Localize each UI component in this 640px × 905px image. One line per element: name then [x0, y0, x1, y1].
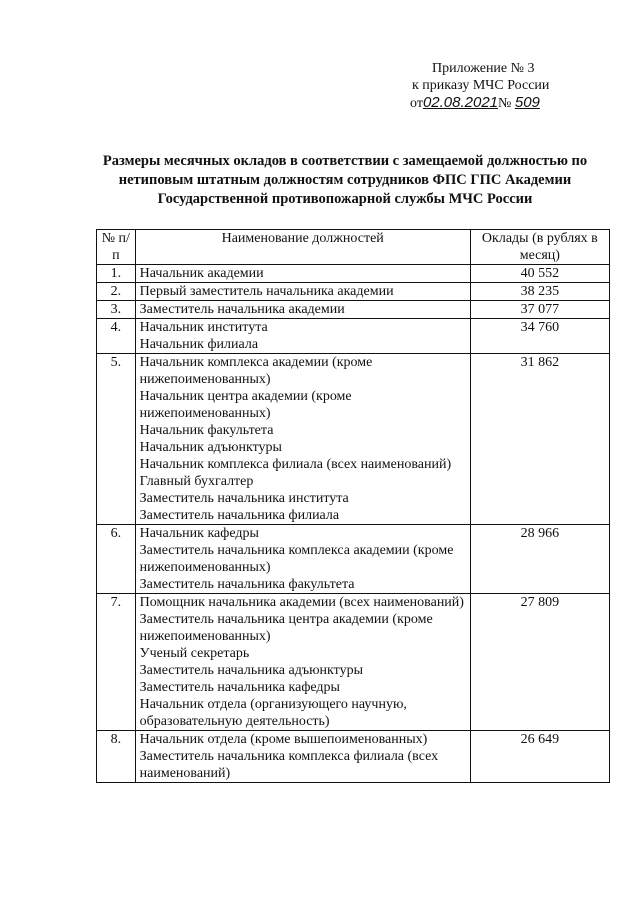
position-name: Начальник комплекса филиала (всех наименований)	[139, 457, 452, 472]
salary-value: 28 966	[470, 525, 609, 594]
salary-value: 37 077	[470, 301, 609, 319]
position-name: Заместитель начальника института	[139, 491, 349, 506]
position-cell	[135, 283, 470, 301]
salary-value: 38 235	[470, 283, 609, 301]
row-number: 1.	[97, 265, 136, 283]
position-cell	[135, 301, 470, 319]
position-name: Начальник центра академии (кроме нижепоименованных)	[139, 389, 352, 421]
position-name: Начальник отдела (кроме вышепоименованных)	[139, 732, 428, 747]
table-row	[97, 265, 610, 283]
salary-value: 31 862	[470, 354, 609, 525]
table-row	[97, 525, 610, 594]
salary-value: 26 649	[470, 731, 609, 783]
position-name: Начальник академии	[139, 266, 264, 281]
position-name: Главный бухгалтер	[139, 474, 254, 489]
table-row	[97, 319, 610, 354]
position-cell	[135, 319, 470, 354]
row-number: 4.	[97, 319, 136, 354]
salary-value: 27 809	[470, 594, 609, 731]
table-row	[97, 731, 610, 783]
table-header-row	[97, 230, 610, 265]
date-prefix: от	[410, 96, 423, 111]
row-number: 6.	[97, 525, 136, 594]
row-number: 5.	[97, 354, 136, 525]
position-cell	[135, 265, 470, 283]
position-cell	[135, 731, 470, 783]
position-name: Заместитель начальника академии	[139, 302, 345, 317]
salary-table	[96, 229, 610, 783]
position-name: Начальник комплекса академии (кроме нижепоименованных)	[139, 355, 373, 387]
header-position: Наименование должностей	[135, 230, 470, 265]
position-name: Заместитель начальника комплекса филиала (всех наименований)	[139, 749, 439, 781]
salary-value: 40 552	[470, 265, 609, 283]
position-name: Заместитель начальника филиала	[139, 508, 340, 523]
header-salary: Оклады (в рублях в месяц)	[470, 230, 609, 265]
table-body	[97, 265, 610, 783]
position-name: Начальник института	[139, 320, 268, 335]
row-number: 2.	[97, 283, 136, 301]
position-name: Начальник кафедры	[139, 526, 259, 541]
position-name: Начальник филиала	[139, 337, 259, 352]
row-number: 3.	[97, 301, 136, 319]
position-name: Начальник факультета	[139, 423, 274, 438]
table-row	[97, 354, 610, 525]
appendix-date-line	[410, 94, 610, 112]
table-row	[97, 594, 610, 731]
position-name: Заместитель начальника факультета	[139, 577, 355, 592]
appendix-title: Приложение № 3	[432, 61, 535, 76]
position-name: Помощник начальника академии (всех наименований)	[139, 595, 464, 610]
appendix-order-ref: к приказу МЧС России	[412, 78, 550, 93]
position-cell	[135, 354, 470, 525]
position-name: Первый заместитель начальника академии	[139, 284, 394, 299]
row-number: 7.	[97, 594, 136, 731]
table-row	[97, 301, 610, 319]
salary-value: 34 760	[470, 319, 609, 354]
row-number: 8.	[97, 731, 136, 783]
appendix-block	[410, 60, 610, 112]
order-number: 509	[514, 94, 540, 111]
position-name: Заместитель начальника центра академии (кроме нижепоименованных)	[139, 612, 433, 644]
position-name: Заместитель начальника кафедры	[139, 680, 340, 695]
header-num: № п/п	[97, 230, 136, 265]
position-name: Ученый секретарь	[139, 646, 250, 661]
position-cell	[135, 525, 470, 594]
number-prefix: №	[498, 96, 512, 111]
position-name: Заместитель начальника адъюнктуры	[139, 663, 363, 678]
position-cell	[135, 594, 470, 731]
position-name: Начальник отдела (организующего научную, образовательную деятельность)	[139, 697, 407, 729]
position-name: Начальник адъюнктуры	[139, 440, 282, 455]
order-date: 02.08.2021	[422, 94, 499, 111]
document-title: Размеры месячных окладов в соответствии с замещаемой должностью по нетиповым штатным должностям сотрудников ФПС ГПС Академии Государственной противопожарной службы МЧС России	[102, 153, 588, 207]
table-row	[97, 283, 610, 301]
position-name: Заместитель начальника комплекса академии (кроме нижепоименованных)	[139, 543, 454, 575]
